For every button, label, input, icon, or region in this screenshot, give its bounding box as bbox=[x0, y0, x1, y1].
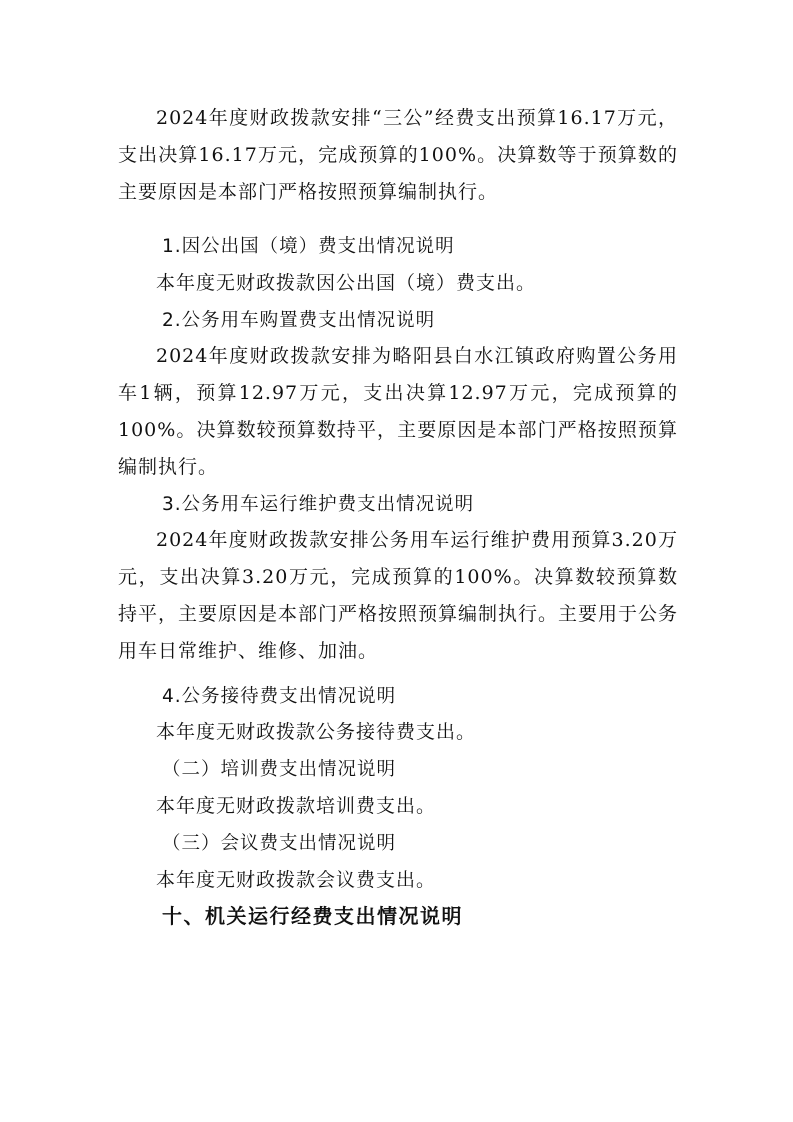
paragraph-intro: 2024年度财政拨款安排“三公”经费支出预算16.17万元，支出决算16.17万元，完成预算的100%。决算数等于预算数的主要原因是本部门严格按照预算编制执行。 bbox=[118, 107, 678, 203]
heading-meeting: （三）会议费支出情况说明 bbox=[162, 833, 397, 854]
heading-vehicle-maintenance: 3.公务用车运行维护费支出情况说明 bbox=[162, 494, 475, 515]
paragraph-meeting: 本年度无财政拨款会议费支出。 bbox=[156, 869, 437, 891]
heading-training: （二）培训费支出情况说明 bbox=[162, 759, 397, 780]
paragraph-reception: 本年度无财政拨款公务接待费支出。 bbox=[156, 721, 477, 743]
paragraph-training: 本年度无财政拨款培训费支出。 bbox=[156, 795, 437, 817]
paragraph-vehicle-maintenance: 2024年度财政拨款安排公务用车运行维护费用预算3.20万元，支出决算3.20万元，完成预算的100%。决算数较预算数持平，主要原因是本部门严格按照预算编制执行。主要用于公务用车日常维护、维修、加油。 bbox=[118, 529, 679, 662]
heading-reception: 4.公务接待费支出情况说明 bbox=[162, 686, 397, 707]
paragraph-overseas-travel: 本年度无财政拨款因公出国（境）费支出。 bbox=[156, 272, 537, 294]
heading-vehicle-purchase: 2.公务用车购置费支出情况说明 bbox=[162, 310, 436, 331]
heading-overseas-travel: 1.因公出国（境）费支出情况说明 bbox=[162, 236, 455, 257]
paragraph-vehicle-purchase: 2024年度财政拨款安排为略阳县白水江镇政府购置公务用车1辆，预算12.97万元，支出决算12.97万元，完成预算的100%。决算数较预算数持平，主要原因是本部门严格按照预算编制执行。 bbox=[118, 345, 678, 478]
section-heading-operating-costs: 十、机关运行经费支出情况说明 bbox=[162, 904, 463, 928]
